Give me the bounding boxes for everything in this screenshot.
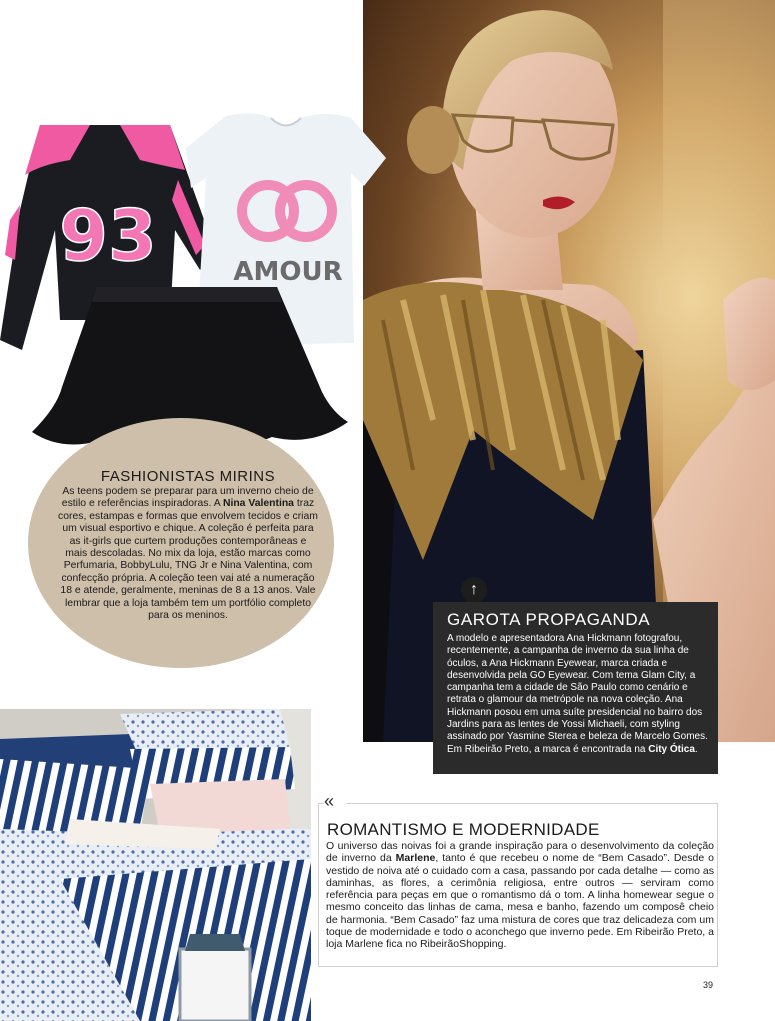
fashion-article [58,468,318,622]
double-chevron-left-icon: « [324,792,346,810]
arrow-up-icon: ↑ [461,577,487,603]
sweater-number: 93 [59,195,157,277]
garota-store: City Ótica [648,743,695,755]
romance-title: ROMANTISMO E MODERNIDADE [327,820,600,839]
romance-brand: Marlene [395,852,436,865]
romance-body [326,840,714,951]
garota-title: GAROTA PROPAGANDA [447,610,651,629]
fashion-body [58,486,318,622]
fashion-title: FASHIONISTAS MIRINS [100,468,276,485]
garota-body-part-2: . [694,743,698,755]
tshirt-print-text: AMOUR [233,257,343,287]
romance-article [318,791,718,967]
fashion-body-part-2: traz cores, estampas e formas que envolvem tecidos e criam um visual esportivo e chique. A coleção é perfeita para as it-girls que curtem produções contemporâneas e mais descoladas. No mix da loja, estão marcas como Perfumaria, BobbyLulu, TNG Jr e Nina Valentina, com confecção própria. A coleção teen vai até a numeração 18 e atende, geralmente, meninas de 8 a 13 anos. Vale lembrar que a loja também tem um portfólio completo para os meninos. [58,498,318,622]
garota-article [433,602,718,774]
fashion-brand: Nina Valentina [222,498,294,510]
bedding-photo [0,709,311,1021]
page-number: 39 [703,980,714,990]
fashion-body-part-1: As teens podem se preparar para um inverno cheio de estilo e referências inspiradoras. A [61,486,314,510]
romance-body-part-2: , tanto é que recebeu o nome de “Bem Casado”. Desde o vestido de noiva até o cuidado com a casa, passando por cada detalhe — como as daminhas, as flores, a cerimônia religiosa, entre outros — serviram como referência para peças em que o romantismo dá o tom. A linha homewear segue o mesmo conceito das linhas de cama, mesa e banho, fazendo um composê cheio de harmonia. “Bem Casado” faz uma mistura de cores que traz delicadeza com um toque de modernidade e todo o aconchego que inverno pede. Em Ribeirão Preto, a loja Marlene fica no RibeirãoShopping. [326,852,714,951]
garota-body [447,633,710,756]
romance-body-part-1: O universo das noivas foi a grande inspiração para o desenvolvimento da coleção de inverno da [326,840,714,865]
garota-body-part-1: A modelo e apresentadora Ana Hickmann fotografou, recentemente, a campanha de inverno da sua linha de óculos, a Ana Hickmann Eyewear, marca criada e desenvolvida pela GO Eyewear. Com tema Glam City, a campanha tem a cidade de São Paulo como cenário e retrata o glamour da metrópole na nova coleção. Ana Hickmann posou em uma suíte presidencial no bairro dos Jardins para as lentes de Yossi Michaeli, com styling assinado por Yasmine Sterea e beleza de Marcelo Gomes. Em Ribeirão Preto, a marca é encontrada na [447,633,708,755]
